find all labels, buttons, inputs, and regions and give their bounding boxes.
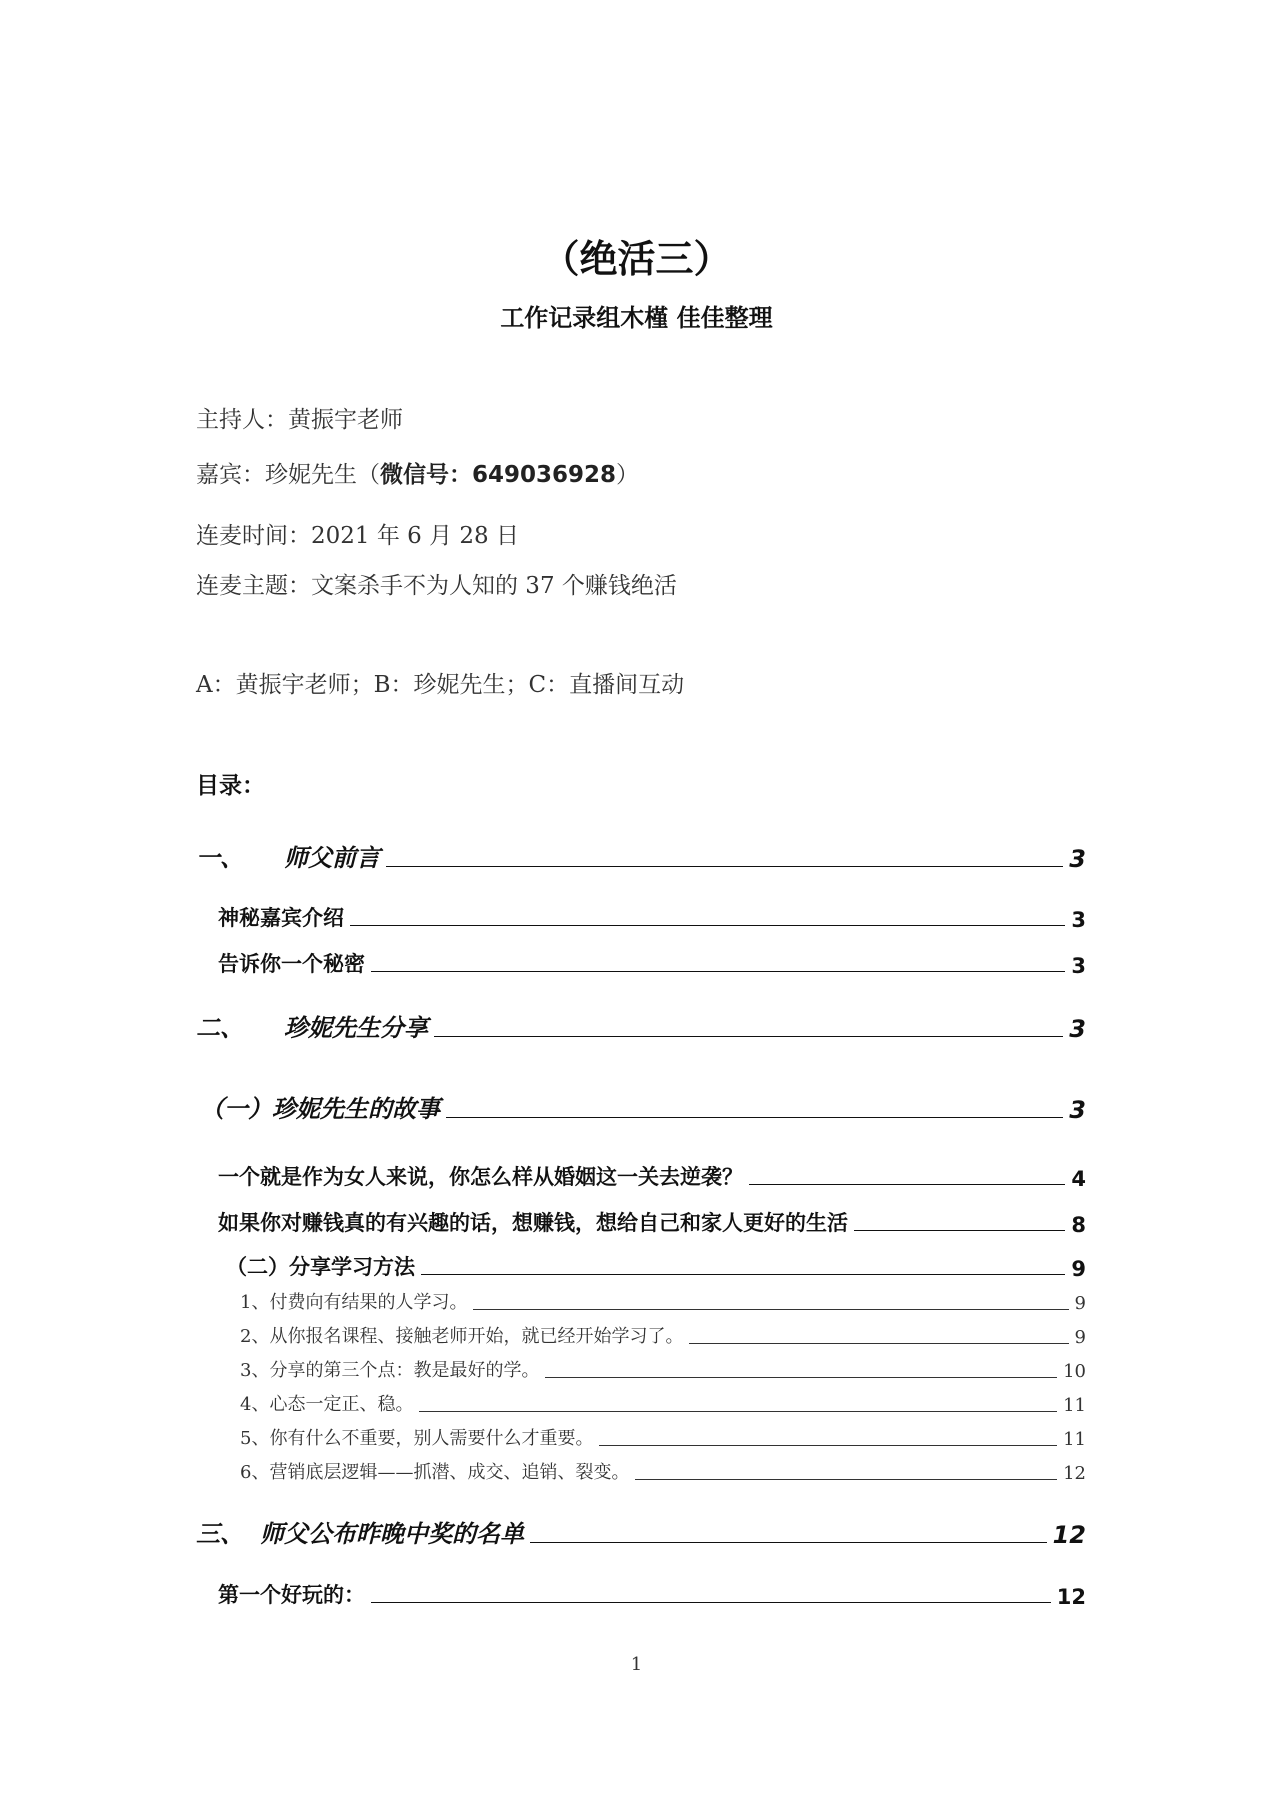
toc-entry[interactable] xyxy=(240,1288,1086,1314)
toc-leader-line xyxy=(386,866,1063,867)
toc-entry-title: 3、分享的第三个点：教是最好的学。 xyxy=(240,1360,540,1381)
toc-entry[interactable] xyxy=(240,1390,1086,1416)
toc-entry[interactable] xyxy=(218,1579,1086,1609)
topic-line: 连麦主题：文案杀手不为人知的 37 个赚钱绝活 xyxy=(196,573,677,599)
toc-entry-title: 神秘嘉宾介绍 xyxy=(218,906,344,930)
toc-leader-line xyxy=(371,1602,1051,1603)
toc-entry-number: 三、 xyxy=(196,1520,244,1548)
toc-leader-line xyxy=(749,1184,1065,1185)
guest-label: 嘉宾：珍妮先生（ xyxy=(196,462,380,488)
date-line: 连麦时间：2021 年 6 月 28 日 xyxy=(196,523,519,549)
page-number: 1 xyxy=(630,1654,643,1675)
document-subtitle: 工作记录组木槿 佳佳整理 xyxy=(500,304,773,332)
toc-entry-title: 1、付费向有结果的人学习。 xyxy=(240,1292,468,1313)
toc-leader-line xyxy=(419,1411,1057,1412)
toc-entry-page: 8 xyxy=(1071,1213,1086,1237)
toc-leader-line xyxy=(446,1117,1063,1118)
toc-leader-line xyxy=(530,1542,1047,1543)
toc-entry-title: 6、营销底层逻辑——抓潜、成交、追销、裂变。 xyxy=(240,1462,630,1483)
toc-entry-title: 一个就是作为女人来说，你怎么样从婚姻这一关去逆袭？ xyxy=(218,1165,743,1189)
toc-entry-page: 3 xyxy=(1071,954,1086,978)
toc-leader-line xyxy=(689,1343,1068,1344)
toc-entry[interactable] xyxy=(218,1161,1086,1191)
toc-entry-page: 10 xyxy=(1063,1361,1086,1382)
document-title: （绝活三） xyxy=(541,236,732,281)
toc-heading: 目录： xyxy=(196,773,265,799)
toc-entry-page: 12 xyxy=(1052,1521,1086,1549)
toc-entry[interactable] xyxy=(196,1514,1086,1549)
toc-entry-page: 11 xyxy=(1063,1429,1086,1450)
toc-entry-page: 4 xyxy=(1071,1167,1086,1191)
toc-leader-line xyxy=(350,925,1065,926)
toc-entry-page: 12 xyxy=(1063,1463,1086,1484)
toc-entry-page: 3 xyxy=(1069,845,1086,873)
toc-entry[interactable] xyxy=(226,1251,1086,1281)
toc-entry[interactable] xyxy=(240,1424,1086,1450)
toc-entry-title: 5、你有什么不重要，别人需要什么才重要。 xyxy=(240,1428,594,1449)
toc-entry[interactable] xyxy=(218,902,1086,932)
speaker-legend: A：黄振宇老师；B：珍妮先生；C：直播间互动 xyxy=(196,672,685,698)
toc-entry[interactable] xyxy=(240,1458,1086,1484)
toc-leader-line xyxy=(854,1230,1065,1231)
toc-entry-title: 如果你对赚钱真的有兴趣的话，想赚钱，想给自己和家人更好的生活 xyxy=(218,1211,848,1235)
toc-entry[interactable] xyxy=(200,1089,1086,1124)
toc-entry-title: 第一个好玩的： xyxy=(218,1583,365,1607)
toc-leader-line xyxy=(599,1445,1057,1446)
toc-entry-page: 3 xyxy=(1071,908,1086,932)
toc-entry-title: （二）分享学习方法 xyxy=(226,1255,415,1279)
toc-entry-title: 2、从你报名课程、接触老师开始，就已经开始学习了。 xyxy=(240,1326,684,1347)
toc-entry[interactable] xyxy=(196,838,1086,873)
toc-entry[interactable] xyxy=(240,1322,1086,1348)
toc-leader-line xyxy=(473,1309,1068,1310)
toc-entry-title: （一）珍妮先生的故事 xyxy=(200,1095,440,1123)
toc-entry[interactable] xyxy=(218,948,1086,978)
toc-leader-line xyxy=(635,1479,1057,1480)
toc-entry[interactable] xyxy=(196,1008,1086,1043)
toc-entry-title: 师父公布昨晚中奖的名单 xyxy=(260,1520,524,1548)
toc-entry-title: 4、心态一定正、稳。 xyxy=(240,1394,414,1415)
toc-entry-page: 12 xyxy=(1056,1585,1086,1609)
toc-entry-page: 3 xyxy=(1069,1015,1086,1043)
guest-close: ） xyxy=(616,462,640,488)
toc-entry-page: 3 xyxy=(1069,1096,1086,1124)
guest-wechat: 微信号：649036928 xyxy=(380,462,617,488)
toc-entry-title: 珍妮先生分享 xyxy=(284,1014,428,1042)
toc-leader-line xyxy=(371,971,1065,972)
toc-entry-number: 一、 xyxy=(196,844,244,872)
toc-leader-line xyxy=(434,1036,1063,1037)
toc-entry-number: 二、 xyxy=(196,1014,244,1042)
toc-entry-page: 9 xyxy=(1074,1293,1086,1314)
toc-leader-line xyxy=(421,1274,1065,1275)
toc-entry-page: 9 xyxy=(1074,1327,1086,1348)
toc-entry-page: 11 xyxy=(1063,1395,1086,1416)
toc-entry[interactable] xyxy=(240,1356,1086,1382)
toc-entry-page: 9 xyxy=(1071,1257,1086,1281)
toc-leader-line xyxy=(545,1377,1057,1378)
toc-entry-title: 师父前言 xyxy=(284,844,380,872)
host-line: 主持人：黄振宇老师 xyxy=(196,407,403,433)
toc-entry[interactable] xyxy=(218,1207,1086,1237)
toc-entry-title: 告诉你一个秘密 xyxy=(218,952,365,976)
